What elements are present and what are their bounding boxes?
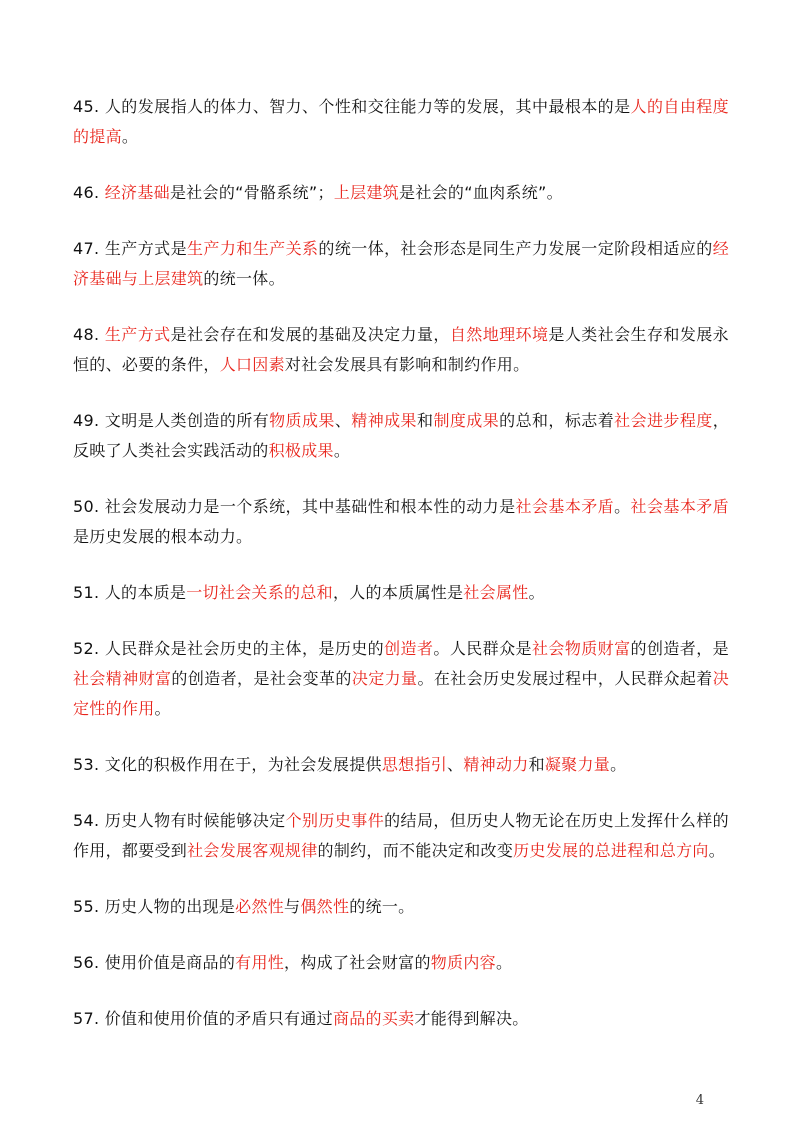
item-text: 。 bbox=[154, 699, 171, 718]
item-text: 、 bbox=[334, 411, 352, 430]
highlighted-term: 制度成果 bbox=[433, 411, 500, 430]
item-text: 53. 文化的积极作用在于，为社会发展提供 bbox=[73, 755, 382, 774]
item-text: 。 bbox=[121, 127, 139, 146]
highlighted-term: 精神动力 bbox=[463, 755, 529, 774]
highlighted-term: 社会基本矛盾 bbox=[515, 497, 615, 516]
item-text: 才能得到解决。 bbox=[414, 1009, 529, 1028]
highlighted-term: 一切社会关系的总和 bbox=[186, 583, 333, 602]
list-item bbox=[73, 948, 729, 978]
list-item bbox=[73, 750, 729, 780]
highlighted-term: 历史发展的总进程和总方向 bbox=[513, 841, 709, 860]
list-item bbox=[73, 92, 729, 152]
item-text: 的创造者，是社会变革的 bbox=[171, 669, 352, 688]
item-text: 。 bbox=[708, 841, 726, 860]
list-item bbox=[73, 1004, 729, 1034]
highlighted-term: 决定力量 bbox=[351, 669, 418, 688]
item-text: 的制约，而不能决定和改变 bbox=[317, 841, 514, 860]
item-text: 49. 文明是人类创造的所有 bbox=[73, 411, 270, 430]
item-text: ，人的本质属性是 bbox=[332, 583, 464, 602]
page-number: 4 bbox=[695, 1093, 704, 1108]
item-text: 的结局，但历史人物无论在历史上发挥什么样的作用，都要受到 bbox=[73, 811, 729, 860]
item-text: 57. 价值和使用价值的矛盾只有通过 bbox=[73, 1009, 333, 1028]
item-text: 56. 使用价值是商品的 bbox=[73, 953, 236, 972]
item-text: 是人类社会生存和发展永恒的、必要的条件， bbox=[73, 325, 729, 374]
item-text: 45. 人的发展指人的体力、智力、个性和交往能力等的发展，其中最根本的是 bbox=[73, 97, 631, 116]
highlighted-term: 偶然性 bbox=[300, 897, 350, 916]
highlighted-term: 经济基础与上层建筑 bbox=[73, 239, 729, 288]
highlighted-term: 思想指引 bbox=[381, 755, 448, 774]
item-text: 52. 人民群众是社会历史的主体，是历史的 bbox=[73, 639, 385, 658]
item-text: 和 bbox=[417, 411, 434, 430]
list-item bbox=[73, 492, 729, 552]
item-text: 的统一体。 bbox=[203, 269, 285, 288]
document-body bbox=[73, 92, 729, 1060]
highlighted-term: 积极成果 bbox=[268, 441, 334, 460]
highlighted-term: 商品的买卖 bbox=[332, 1009, 415, 1028]
item-text: 与 bbox=[284, 897, 301, 916]
item-text: 54. 历史人物有时候能够决定 bbox=[73, 811, 286, 830]
item-text: 。在社会历史发展过程中，人民群众起着 bbox=[417, 669, 713, 688]
item-text: 。 bbox=[528, 583, 545, 602]
highlighted-term: 自然地理环境 bbox=[449, 325, 549, 344]
list-item bbox=[73, 634, 729, 724]
item-text: 的统一体，社会形态是同生产力发展一定阶段相适应的 bbox=[318, 239, 713, 258]
item-text: 47. 生产方式是 bbox=[73, 239, 187, 258]
highlighted-term: 决定性的作用 bbox=[73, 669, 729, 718]
item-text: 。 bbox=[495, 953, 513, 972]
highlighted-term: 社会属性 bbox=[463, 583, 529, 602]
item-text: 的统一。 bbox=[349, 897, 415, 916]
item-text: 是社会的“血肉系统”。 bbox=[399, 183, 563, 202]
item-text: 。 bbox=[333, 441, 351, 460]
item-text: 48. bbox=[73, 325, 105, 344]
item-text: ，构成了社会财富的 bbox=[284, 953, 431, 972]
highlighted-term: 个别历史事件 bbox=[285, 811, 385, 830]
item-list bbox=[73, 92, 729, 1034]
list-item bbox=[73, 578, 729, 608]
item-text: 、 bbox=[447, 755, 464, 774]
item-text: 50. 社会发展动力是一个系统，其中基础性和根本性的动力是 bbox=[73, 497, 516, 516]
item-text: 是社会的“骨骼系统”； bbox=[169, 183, 334, 202]
item-text: 。人民群众是 bbox=[433, 639, 532, 658]
item-text: 55. 历史人物的出现是 bbox=[73, 897, 236, 916]
item-text: 46. bbox=[73, 183, 105, 202]
item-text: 是历史发展的根本动力。 bbox=[73, 527, 253, 546]
highlighted-term: 精神成果 bbox=[351, 411, 417, 430]
highlighted-term: 有用性 bbox=[235, 953, 285, 972]
list-item bbox=[73, 320, 729, 380]
highlighted-term: 人的自由程度的提高 bbox=[73, 97, 729, 146]
list-item bbox=[73, 806, 729, 866]
highlighted-term: 社会基本矛盾 bbox=[630, 497, 729, 516]
highlighted-term: 社会进步程度 bbox=[614, 411, 713, 430]
highlighted-term: 上层建筑 bbox=[333, 183, 400, 202]
list-item bbox=[73, 892, 729, 922]
highlighted-term: 人口因素 bbox=[219, 355, 285, 374]
item-text: 对社会发展具有影响和制约作用。 bbox=[284, 355, 530, 374]
highlighted-term: 社会发展客观规律 bbox=[187, 841, 318, 860]
list-item bbox=[73, 234, 729, 294]
highlighted-term: 生产方式 bbox=[104, 325, 171, 344]
list-item bbox=[73, 406, 729, 466]
highlighted-term: 生产力和生产关系 bbox=[187, 239, 319, 258]
highlighted-term: 社会精神财富 bbox=[73, 669, 172, 688]
highlighted-term: 经济基础 bbox=[104, 183, 170, 202]
item-text: 51. 人的本质是 bbox=[73, 583, 187, 602]
item-text: 。 bbox=[610, 755, 627, 774]
highlighted-term: 凝聚力量 bbox=[544, 755, 611, 774]
item-text: 。 bbox=[614, 497, 631, 516]
item-text: 和 bbox=[528, 755, 545, 774]
highlighted-term: 物质内容 bbox=[430, 953, 496, 972]
item-text: 的总和，标志着 bbox=[499, 411, 615, 430]
item-text: 是社会存在和发展的基础及决定力量， bbox=[170, 325, 450, 344]
item-text: ，反映了人类社会实践活动的 bbox=[73, 411, 730, 460]
highlighted-term: 社会物质财富 bbox=[531, 639, 631, 658]
list-item bbox=[73, 178, 729, 208]
item-text: 的创造者，是 bbox=[630, 639, 729, 658]
highlighted-term: 必然性 bbox=[235, 897, 285, 916]
highlighted-term: 创造者 bbox=[384, 639, 434, 658]
highlighted-term: 物质成果 bbox=[269, 411, 335, 430]
